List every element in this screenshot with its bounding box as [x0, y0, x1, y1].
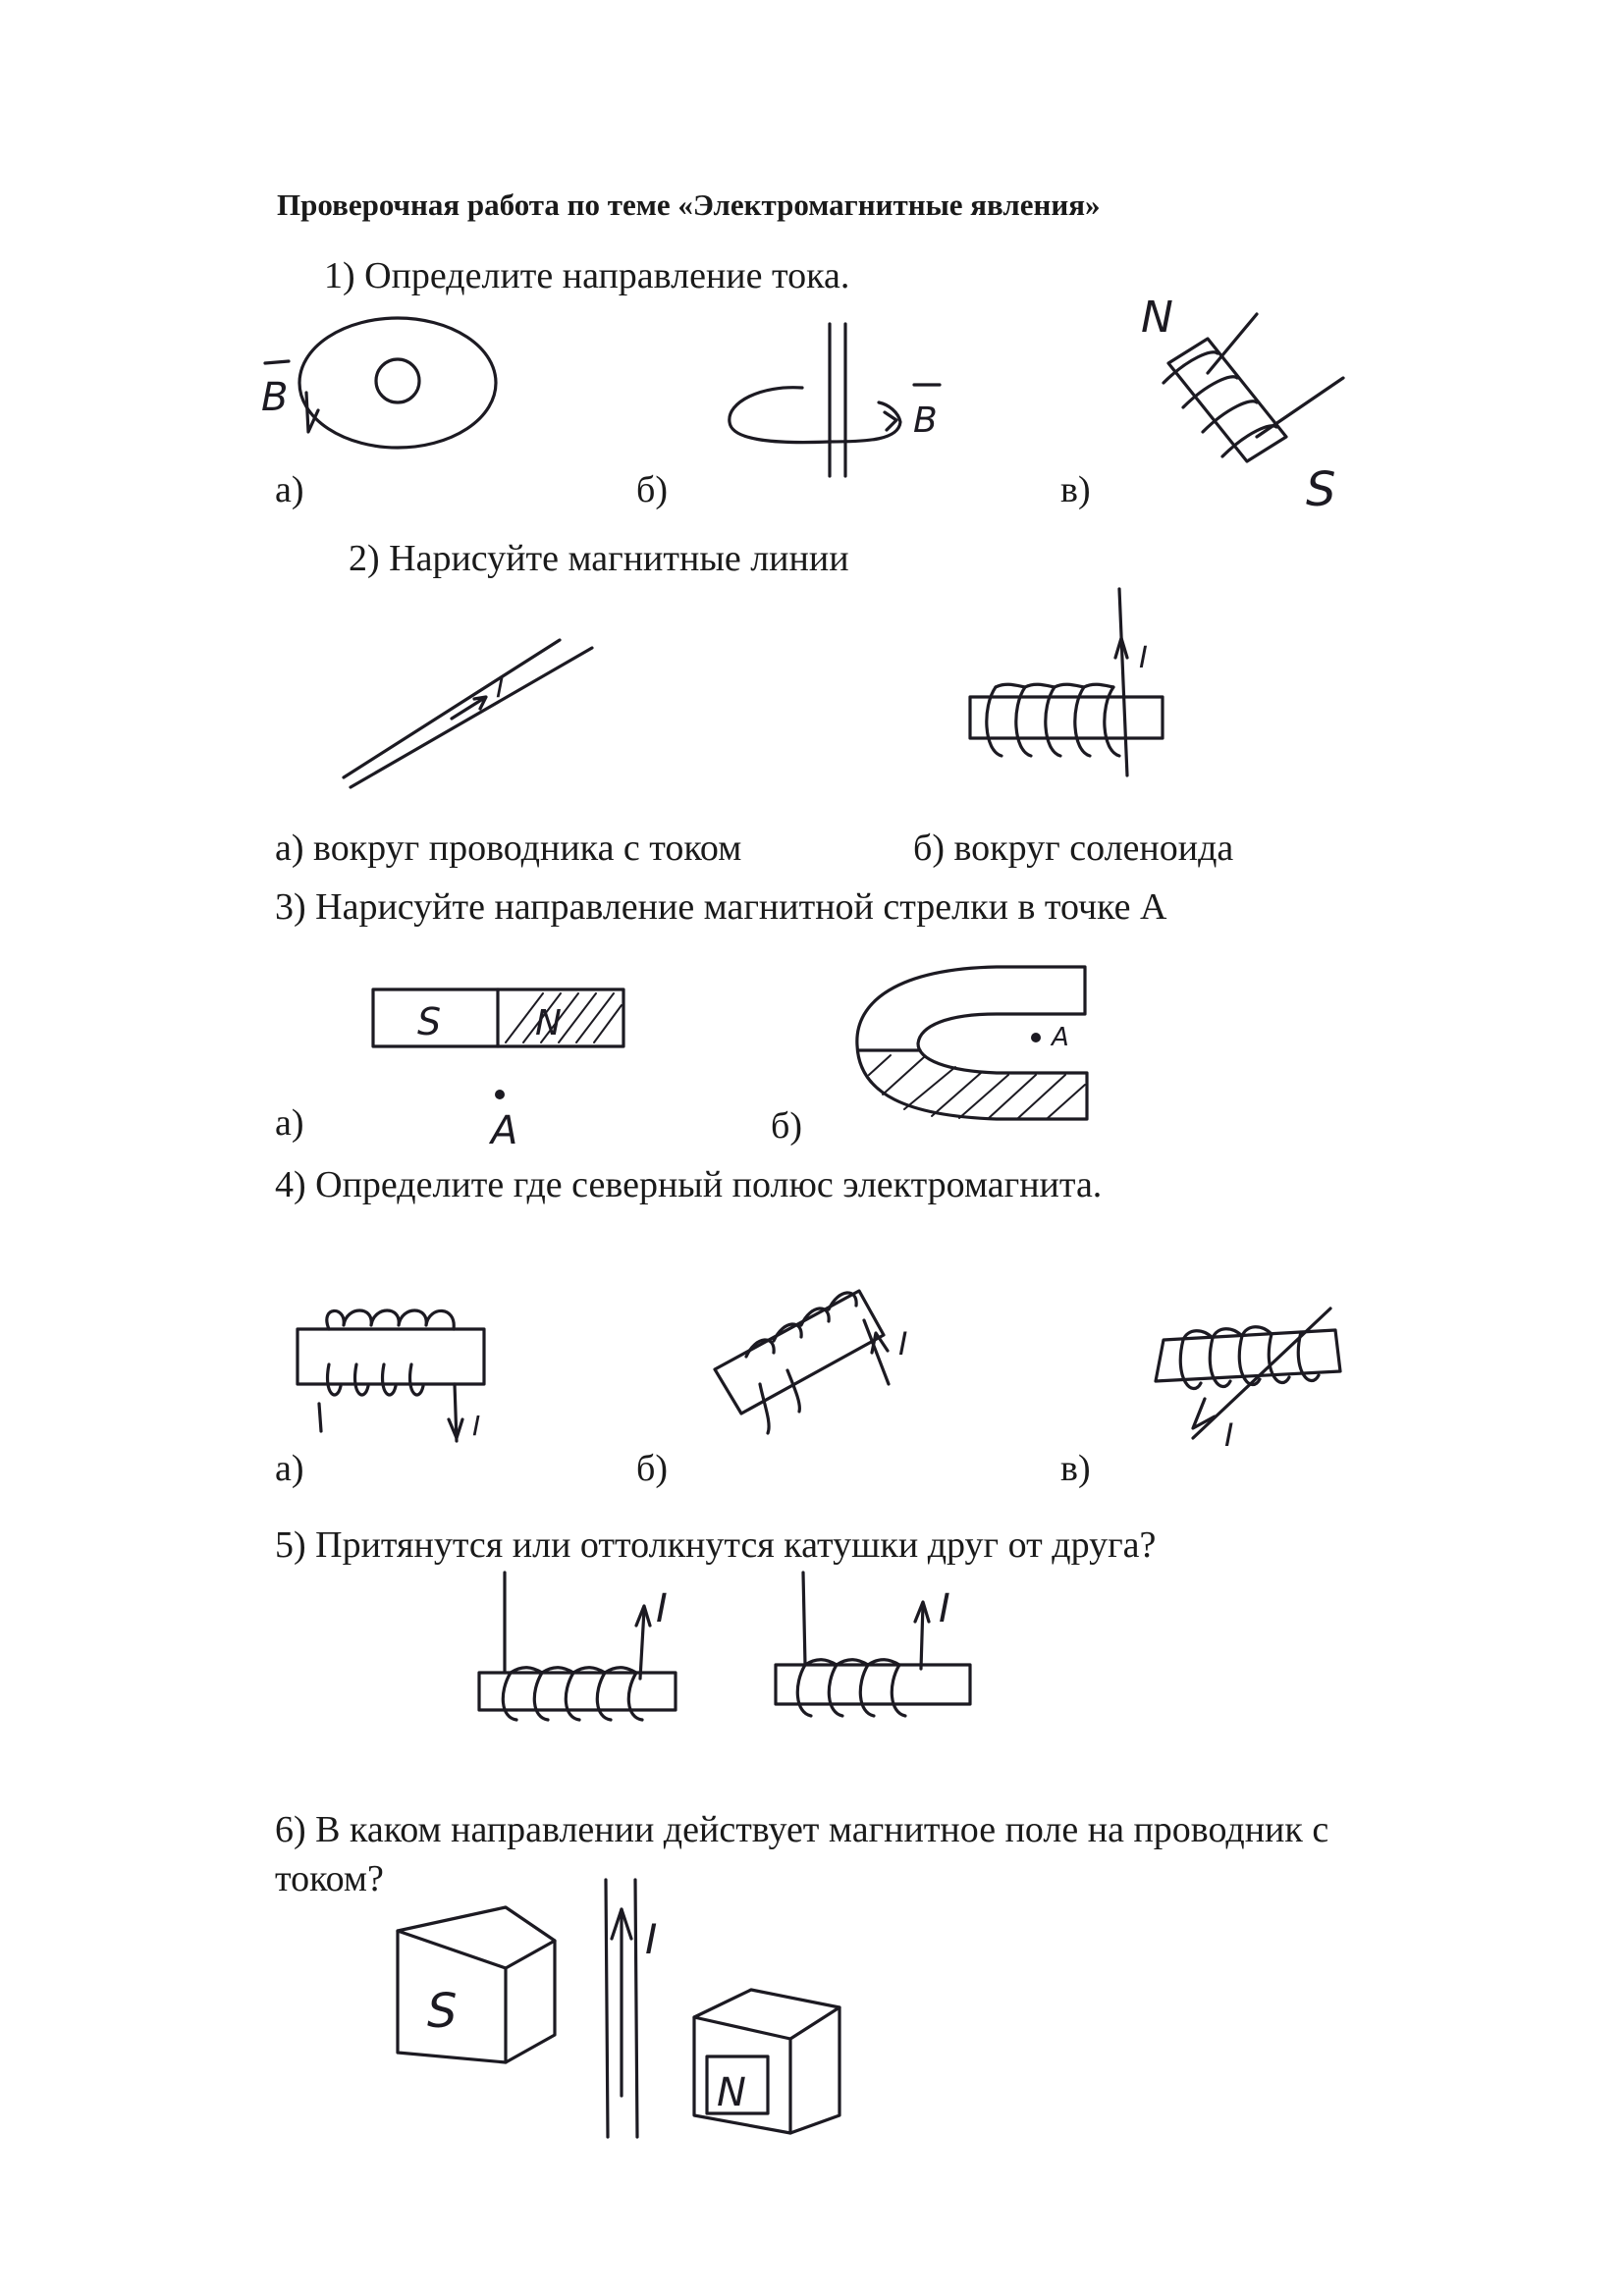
q6-magnets-conductor-sketch — [378, 1880, 849, 2150]
q3a-s-label: S — [417, 1000, 442, 1043]
q3b-horseshoe-magnet-sketch — [849, 957, 1114, 1134]
q4b-i-label: I — [898, 1325, 908, 1362]
q1c-solenoid-sketch — [1129, 275, 1365, 530]
q3-label-a: а) — [275, 1102, 304, 1144]
q6-n-label: N — [717, 2070, 746, 2115]
q6-i-label: I — [645, 1915, 658, 1963]
q1-label-c: в) — [1060, 469, 1091, 510]
q4a-i-label: I — [472, 1410, 481, 1442]
q3a-n-label: N — [535, 1003, 562, 1043]
q3a-bar-magnet-sketch — [368, 982, 633, 1158]
q1c-s-label: S — [1306, 462, 1336, 517]
q5-coil2-i-label: I — [939, 1586, 950, 1631]
q2-label-a: а) вокруг проводника с током — [275, 828, 742, 869]
question-5: 5) Притянутся или оттолкнутся катушки друг от друга? — [275, 1524, 1157, 1566]
q5-coil-2-sketch — [766, 1571, 992, 1728]
q3a-a-label: A — [491, 1108, 518, 1153]
q2b-i-label: I — [1139, 641, 1148, 675]
q4-label-a: а) — [275, 1448, 304, 1489]
q1b-wire-loop-sketch — [722, 324, 957, 481]
q5-coil-1-sketch — [471, 1571, 687, 1728]
q3-label-b: б) — [771, 1105, 802, 1147]
q1c-n-label: N — [1141, 293, 1173, 343]
q4c-i-label: I — [1224, 1416, 1234, 1454]
q2b-solenoid-sketch — [962, 589, 1178, 785]
q4-label-c: в) — [1060, 1448, 1091, 1489]
question-6-line-2: током? — [275, 1858, 384, 1899]
q1a-b-label: B — [261, 375, 289, 420]
q4a-electromagnet-sketch — [290, 1296, 525, 1443]
q1-label-b: б) — [636, 469, 668, 510]
page-title: Проверочная работа по теме «Электромагнитные явления» — [277, 187, 1101, 222]
q5-coil1-i-label: I — [656, 1586, 668, 1631]
q4b-electromagnet-sketch — [707, 1276, 933, 1448]
q1a-ring-sketch — [255, 304, 501, 471]
q2a-i-label: I — [496, 671, 505, 704]
question-2: 2) Нарисуйте магнитные линии — [349, 538, 849, 579]
q2-label-b: б) вокруг соленоида — [913, 828, 1234, 869]
q6-s-label: S — [427, 1984, 458, 2039]
question-6-line-1: 6) В каком направлении действует магнитное поле на проводник с — [275, 1809, 1329, 1850]
q3b-a-label: A — [1052, 1023, 1069, 1052]
question-3: 3) Нарисуйте направление магнитной стрелки в точке А — [275, 886, 1167, 928]
q1b-b-label: B — [913, 400, 938, 441]
q1-label-a: а) — [275, 469, 304, 510]
question-1: 1) Определите направление тока. — [324, 255, 850, 296]
q4-label-b: б) — [636, 1448, 668, 1489]
q4c-electromagnet-sketch — [1134, 1301, 1360, 1458]
question-4: 4) Определите где северный полюс электромагнита. — [275, 1164, 1103, 1205]
q2a-wire-sketch — [339, 628, 604, 795]
